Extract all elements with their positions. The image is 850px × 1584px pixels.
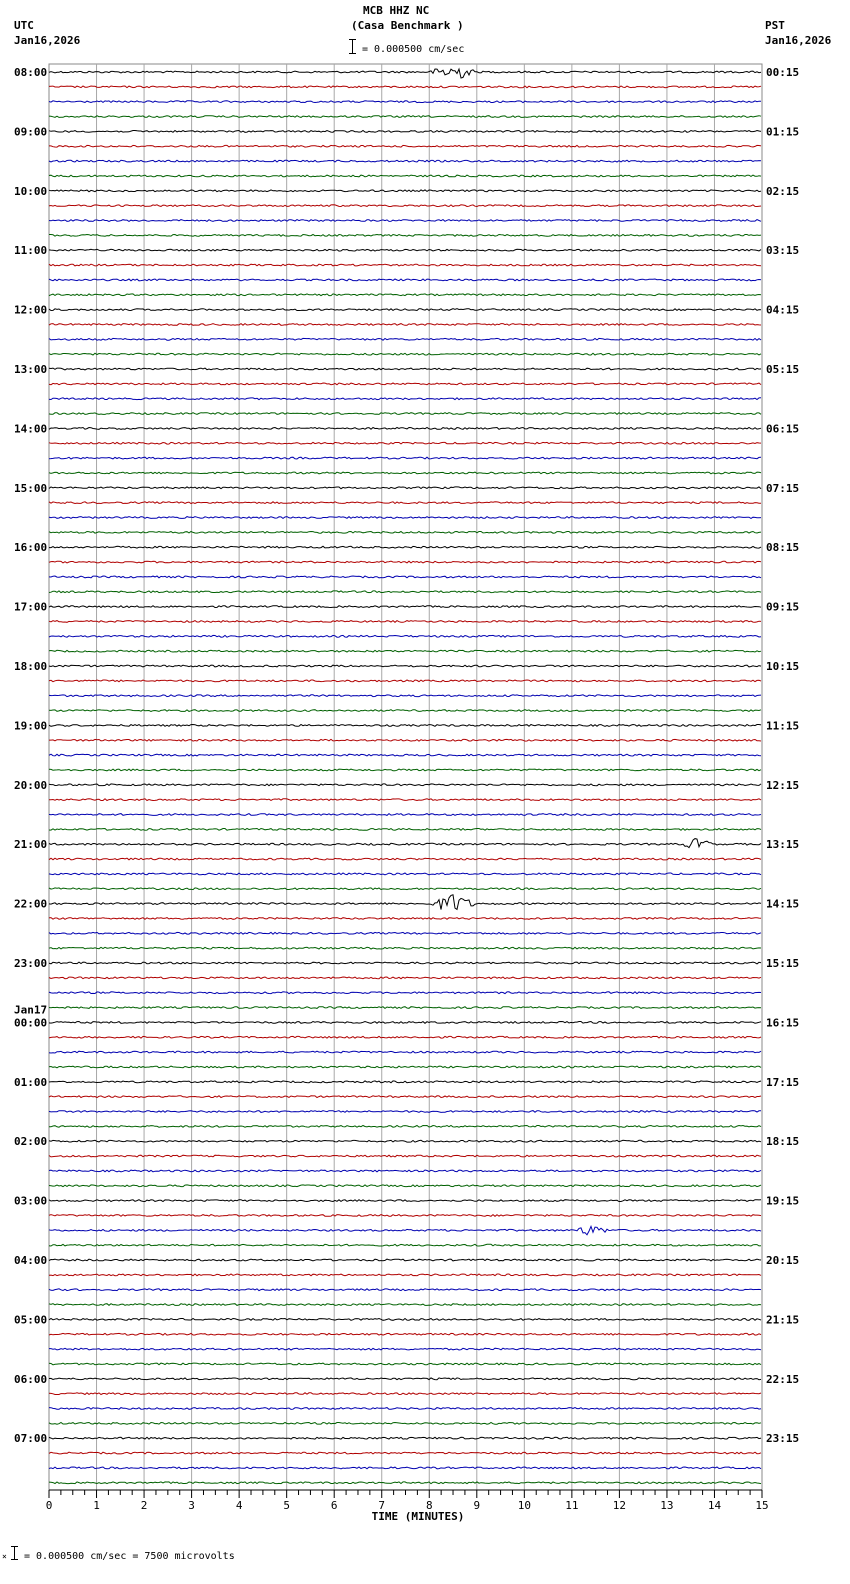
trace-line	[49, 383, 761, 385]
trace-line	[49, 487, 761, 489]
utc-hour-label: 19:00	[14, 719, 48, 733]
pst-hour-label: 17:15	[766, 1075, 800, 1089]
pst-hour-label: 09:15	[766, 600, 800, 614]
utc-hour-label: 16:00	[14, 541, 48, 555]
trace-line	[49, 101, 761, 103]
utc-hour-label: 11:00	[14, 244, 48, 258]
trace-line	[49, 368, 761, 370]
trace-line	[49, 591, 761, 593]
left-timezone: UTC	[14, 19, 34, 32]
x-tick-label: 5	[283, 1499, 290, 1512]
pst-hour-label: 11:15	[766, 719, 800, 733]
trace-line	[49, 1096, 761, 1098]
pst-hour-label: 03:15	[766, 244, 800, 258]
utc-hour-label: 03:00	[14, 1194, 48, 1208]
utc-hour-label: 15:00	[14, 481, 48, 495]
trace-line	[49, 1081, 761, 1083]
day-change-label: Jan17	[14, 1003, 48, 1017]
utc-hour-label: 09:00	[14, 125, 48, 139]
trace-line	[49, 754, 761, 756]
trace-line	[49, 1126, 761, 1128]
utc-hour-label: 01:00	[14, 1075, 48, 1089]
trace-line	[49, 398, 761, 400]
right-date: Jan16,2026	[765, 34, 832, 47]
trace-line	[49, 1423, 761, 1425]
trace-line	[49, 294, 761, 296]
trace-line	[49, 1051, 761, 1053]
trace-line	[49, 932, 761, 934]
trace-line	[49, 116, 761, 118]
trace-line	[49, 680, 761, 682]
utc-hour-label: 20:00	[14, 778, 48, 792]
left-date: Jan16,2026	[14, 34, 81, 47]
trace-line	[49, 1022, 761, 1024]
trace-line	[49, 1289, 761, 1291]
trace-line	[49, 1140, 761, 1142]
x-tick-label: 2	[140, 1499, 148, 1512]
pst-hour-label: 05:15	[766, 363, 800, 376]
utc-hour-label: 02:00	[14, 1135, 48, 1149]
trace-line	[49, 710, 761, 712]
trace-line	[49, 561, 761, 563]
site-title: (Casa Benchmark )	[351, 19, 464, 32]
x-axis	[46, 1490, 769, 1512]
trace-line	[49, 160, 761, 162]
trace-line	[49, 205, 761, 207]
pst-hour-label: 13:15	[766, 838, 800, 852]
trace-line	[49, 1393, 761, 1395]
trace-line	[49, 992, 761, 994]
utc-hour-label: 04:00	[14, 1254, 48, 1267]
utc-hour-label: 18:00	[14, 660, 48, 673]
pst-hour-label: 00:15	[766, 66, 800, 79]
trace-line	[49, 1215, 761, 1217]
x-tick-label: 1	[93, 1499, 100, 1512]
trace-line	[49, 1111, 761, 1113]
trace-line	[49, 220, 761, 222]
pst-hour-label: 21:15	[766, 1313, 800, 1327]
trace-line	[49, 1319, 761, 1321]
x-tick-label: 8	[425, 1499, 433, 1512]
trace-line	[49, 264, 761, 266]
trace-line	[49, 576, 761, 578]
trace-line	[49, 1363, 761, 1365]
trace-line	[49, 1007, 761, 1009]
trace-line	[49, 1066, 761, 1068]
x-tick-label: 4	[235, 1499, 243, 1512]
trace-line	[49, 873, 761, 875]
trace-line	[49, 1452, 761, 1454]
x-tick-label: 9	[473, 1499, 481, 1512]
utc-hour-label: 13:00	[14, 363, 48, 376]
trace-line	[49, 1378, 761, 1380]
trace-line	[49, 635, 761, 637]
x-tick-label: 14	[707, 1499, 722, 1512]
trace-line	[49, 695, 761, 697]
pst-hour-label: 10:15	[766, 660, 800, 673]
trace-line	[49, 190, 761, 192]
trace-line	[49, 888, 761, 890]
pst-hour-label: 02:15	[766, 184, 800, 198]
trace-line	[49, 769, 761, 771]
trace-line	[49, 249, 761, 251]
pst-hour-label: 15:15	[766, 957, 800, 970]
trace-line	[49, 442, 761, 444]
x-tick-label: 10	[517, 1499, 531, 1512]
utc-hour-label: 08:00	[14, 66, 48, 79]
pst-hour-label: 23:15	[766, 1432, 800, 1446]
trace-line	[49, 606, 761, 608]
trace-line	[49, 725, 761, 727]
trace-line	[49, 1155, 761, 1157]
pst-hour-label: 06:15	[766, 422, 800, 436]
utc-hour-label: 17:00	[14, 600, 48, 614]
trace-line	[49, 428, 761, 430]
footer-scale-marker-icon: ×	[2, 1552, 7, 1561]
trace-line	[49, 1259, 761, 1261]
x-tick-label: 0	[45, 1499, 53, 1512]
trace-line	[49, 1185, 761, 1187]
x-axis-label: TIME (MINUTES)	[371, 1510, 465, 1523]
trace-line	[49, 1482, 761, 1484]
scale-text: = 0.000500 cm/sec	[362, 44, 465, 55]
trace-line	[49, 947, 761, 949]
trace-line	[49, 353, 761, 355]
pst-hour-label: 20:15	[766, 1254, 800, 1267]
trace-line	[49, 784, 761, 786]
trace-line	[49, 86, 761, 88]
time-grid	[49, 64, 762, 1490]
trace-line	[49, 1170, 761, 1172]
trace-line	[49, 457, 761, 459]
pst-hour-label: 19:15	[766, 1194, 800, 1208]
trace-line	[49, 895, 761, 910]
utc-hour-label: 10:00	[14, 184, 48, 198]
footer-scale-bar-icon	[14, 1546, 15, 1560]
pst-hour-label: 01:15	[766, 125, 800, 139]
x-tick-label: 15	[755, 1499, 769, 1512]
trace-line	[49, 829, 761, 831]
x-tick-label: 7	[378, 1499, 386, 1512]
trace-line	[49, 650, 761, 652]
trace-line	[49, 324, 761, 326]
trace-line	[49, 502, 761, 504]
pst-hour-label: 07:15	[766, 481, 800, 495]
trace-line	[49, 858, 761, 860]
pst-hour-label: 08:15	[766, 541, 800, 555]
trace-line	[49, 131, 761, 133]
trace-line	[49, 799, 761, 801]
trace-line	[49, 621, 761, 623]
trace-line	[49, 338, 761, 340]
plot-frame	[49, 64, 762, 1490]
pst-hour-label: 12:15	[766, 778, 800, 792]
trace-line	[49, 1348, 761, 1350]
pst-hour-label: 16:15	[766, 1016, 800, 1030]
trace-line	[49, 962, 761, 964]
trace-line	[49, 1467, 761, 1469]
trace-line	[49, 1333, 761, 1335]
utc-hour-label: 05:00	[14, 1313, 48, 1327]
x-tick-label: 11	[565, 1499, 579, 1512]
trace-line	[49, 1244, 761, 1246]
x-tick-label: 13	[660, 1499, 674, 1512]
trace-line	[49, 918, 761, 920]
trace-line	[49, 839, 761, 848]
utc-hour-label: 22:00	[14, 897, 48, 911]
trace-line	[49, 1437, 761, 1439]
x-tick-label: 3	[188, 1499, 195, 1512]
x-tick-label: 6	[330, 1499, 338, 1512]
utc-hour-label: 06:00	[14, 1372, 48, 1386]
footer-scale-text: = 0.000500 cm/sec = 7500 microvolts	[24, 1551, 235, 1562]
pst-hour-label: 14:15	[766, 897, 800, 911]
trace-line	[49, 517, 761, 519]
trace-line	[49, 1200, 761, 1202]
utc-hour-label: 14:00	[14, 422, 48, 436]
pst-hour-label: 18:15	[766, 1135, 800, 1149]
trace-line	[49, 1408, 761, 1410]
trace-line	[49, 1036, 761, 1038]
trace-line	[49, 546, 761, 548]
trace-line	[49, 69, 761, 78]
station-title: MCB HHZ NC	[363, 4, 430, 17]
trace-line	[49, 977, 761, 979]
trace-line	[49, 413, 761, 415]
trace-line	[49, 175, 761, 177]
x-tick-label: 12	[612, 1499, 627, 1512]
pst-hour-label: 04:15	[766, 303, 800, 317]
utc-hour-label: 12:00	[14, 303, 48, 317]
utc-hour-label: 07:00	[14, 1432, 48, 1446]
trace-line	[49, 1274, 761, 1276]
trace-group	[49, 69, 761, 1484]
pst-hour-label: 22:15	[766, 1372, 800, 1386]
right-timezone: PST	[765, 19, 785, 32]
trace-line	[49, 309, 761, 311]
trace-line	[49, 235, 761, 237]
utc-hour-label: 00:00	[14, 1016, 48, 1030]
trace-line	[49, 145, 761, 147]
utc-hour-label: 21:00	[14, 838, 48, 852]
trace-line	[49, 532, 761, 534]
trace-line	[49, 814, 761, 816]
utc-hour-label: 23:00	[14, 957, 48, 970]
trace-line	[49, 279, 761, 281]
trace-line	[49, 665, 761, 667]
trace-line	[49, 1226, 761, 1234]
trace-line	[49, 739, 761, 741]
trace-line	[49, 1304, 761, 1306]
trace-line	[49, 472, 761, 474]
